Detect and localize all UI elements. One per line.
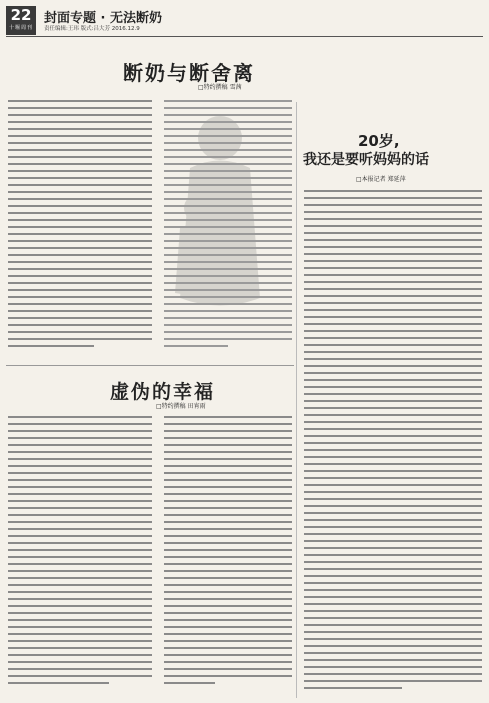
article-2-title: 虚伪的幸福	[110, 381, 216, 403]
editor-info: 责任编辑:王玮 版式:吕大芳 2016.12.9	[44, 26, 140, 32]
article-2-column-2	[164, 416, 292, 689]
page-number: 22	[10, 6, 32, 24]
article-3-author: □本报记者 郑延萍	[356, 176, 406, 183]
paper-name: 十堰周刊	[8, 25, 33, 31]
section-title: 封面专题 · 无法断奶	[44, 11, 162, 26]
article-3-title-line-1: 20岁,	[358, 132, 400, 150]
page-number-badge	[6, 6, 36, 35]
header-divider	[6, 36, 483, 37]
article-2-column-1	[8, 416, 152, 689]
article-1-column-2	[164, 100, 292, 352]
article-3-column	[304, 190, 482, 694]
article-2-author: □特约撰稿 田宵雨	[156, 403, 206, 410]
article-1-title: 断奶与断舍离	[123, 61, 255, 85]
article-divider	[6, 365, 294, 366]
article-1-author: □特约撰稿 雪茜	[198, 84, 242, 91]
column-divider	[296, 102, 297, 698]
article-3-title-line-2: 我还是要听妈妈的话	[303, 152, 429, 168]
article-1-column-1	[8, 100, 152, 352]
